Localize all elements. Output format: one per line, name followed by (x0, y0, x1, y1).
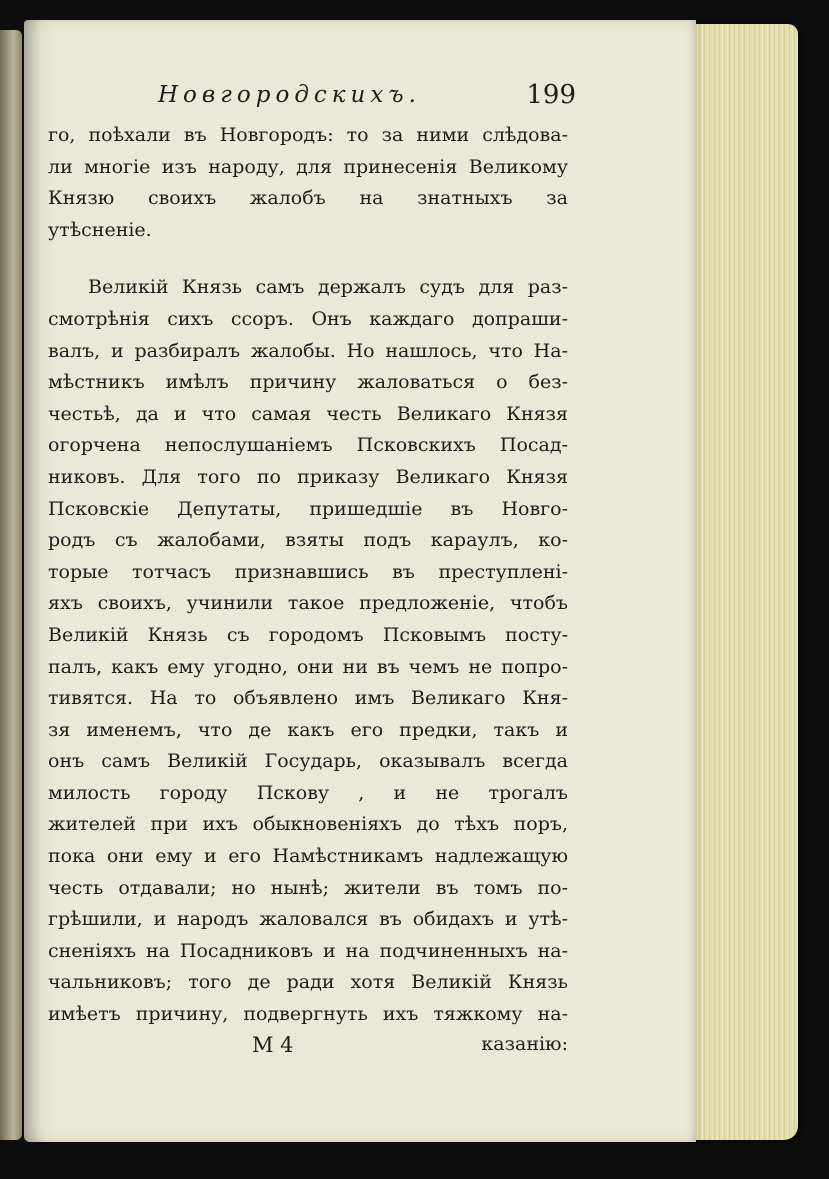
text-line: валъ, и разбиралъ жалобы. Но нашлось, что На- (48, 339, 568, 362)
text-line: честь отдавали; но нынѣ; жители въ томъ по- (48, 876, 568, 899)
text-line: го, поѣхали въ Новгородъ: то за ними слѣдова- (48, 124, 568, 146)
text-line: Псковскіе Депутаты, пришедшіе въ Новго- (48, 497, 568, 520)
text-line: грѣшили, и народъ жаловался въ обидахъ и утѣ- (48, 908, 568, 931)
text-line: имѣетъ причину, подвергнуть ихъ тяжкому на- (48, 1003, 568, 1026)
signature-mark: М 4 (252, 1032, 294, 1057)
left-page-edge (0, 30, 22, 1140)
text-line: тивятся. На то объявлено имъ Великаго Кня- (48, 687, 568, 710)
page-edges-stack (686, 24, 798, 1140)
text-line: никовъ. Для того по приказу Великаго Князя (48, 465, 568, 488)
text-line: сненіяхъ на Посадниковъ и на подчиненныхъ на- (48, 939, 568, 962)
text-line: онъ самъ Великій Государь, оказывалъ всегда (48, 750, 568, 773)
text-line: мѣстникъ имѣлъ причину жаловаться о без- (48, 371, 568, 394)
text-line: огорчена непослушаніемъ Псковскихъ Посад- (48, 434, 568, 457)
text-line: пока они ему и его Намѣстникамъ надлежащую (48, 845, 568, 868)
page-text (48, 80, 576, 1067)
paragraph-1 (48, 120, 568, 246)
text-line: родъ съ жалобами, взяты подъ караулъ, ко- (48, 529, 568, 552)
page-footer (48, 1033, 568, 1067)
text-line: палъ, какъ ему угодно, они ни въ чемъ не попро- (48, 655, 568, 678)
text-line: чальниковъ; того де ради хотя Великій Князь (48, 971, 568, 994)
page-number: 199 (526, 80, 576, 110)
catchword: казанію: (481, 1032, 568, 1055)
text-line: ли многіе изъ народу, для принесенія Великому (48, 155, 568, 178)
paragraph-2 (48, 272, 568, 1030)
text-line: Князю своихъ жалобъ на знатныхъ за (48, 187, 568, 210)
running-head: Новгородскихъ. (158, 82, 421, 108)
text-line: утѣсненіе. (48, 218, 152, 241)
page-header (110, 80, 576, 120)
text-line: яхъ своихъ, учинили такое предложеніе, чтобъ (48, 592, 568, 615)
text-line: жителей при ихъ обыкновеніяхъ до тѣхъ поръ, (48, 813, 568, 836)
text-line: Великій Князь самъ держалъ судъ для раз- (88, 276, 568, 299)
text-line: смотрѣнія сихъ ссоръ. Онъ каждаго допраши- (48, 307, 568, 330)
text-line: честьѣ, да и что самая честь Великаго Князя (48, 402, 568, 425)
text-line: Великій Князь съ городомъ Псковымъ посту- (48, 623, 568, 646)
text-line: торые тотчасъ признавшись въ преступлені- (48, 560, 568, 583)
text-line: зя именемъ, что де какъ его предки, такъ и (48, 718, 568, 741)
paragraph-gap (48, 246, 568, 272)
text-line: милость городу Пскову , и не трогалъ (48, 781, 568, 804)
